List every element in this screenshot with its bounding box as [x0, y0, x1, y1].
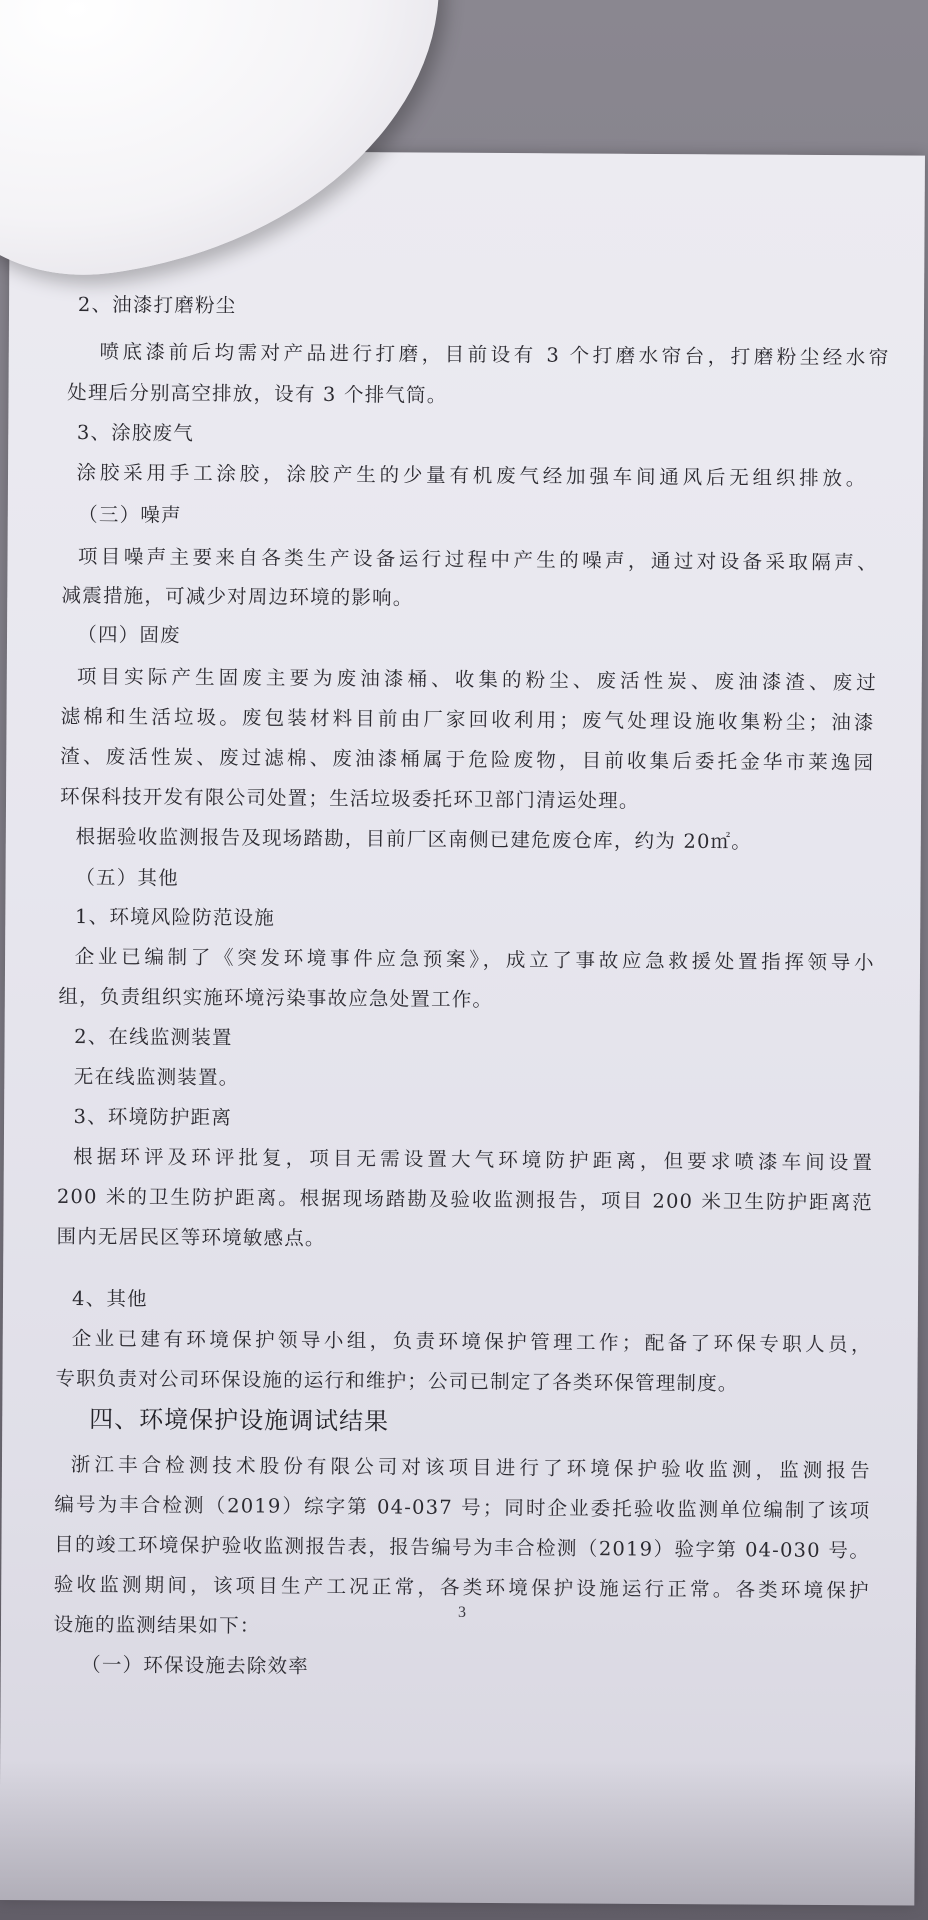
- paragraph-line: 200 米的卫生防护距离。根据现场踏勘及验收监测报告，项目 200 米卫生防护距离范: [56, 1184, 873, 1215]
- paragraph-line: 根据验收监测报告及现场踏勘，目前厂区南侧已建危废仓库，约为 20㎡。: [75, 824, 753, 854]
- paragraph-line: 处理后分别高空排放，设有 3 个排气筒。: [67, 380, 448, 407]
- paragraph-line: 设施的监测结果如下：: [53, 1612, 261, 1638]
- heading-protection-distance: 3、环境防护距离: [73, 1104, 233, 1130]
- heading-glue-exhaust: 3、涂胶废气: [76, 420, 195, 445]
- paragraph-line: 项目噪声主要来自各类生产设备运行过程中产生的噪声，通过对设备采取隔声、: [77, 545, 878, 575]
- paragraph-line: 组，负责组织实施环境污染事故应急处置工作。: [58, 984, 494, 1012]
- section-title-debug-results: 四、环境保护设施调试结果: [89, 1405, 390, 1436]
- paragraph-line: 涂胶采用手工涂胶，涂胶产生的少量有机废气经加强车间通风后无组织排放。: [76, 460, 867, 491]
- paragraph-line: 项目实际产生固废主要为废油漆桶、收集的粉尘、废活性炭、废油漆渣、废过: [76, 665, 878, 695]
- paragraph-line: 环保科技开发有限公司处置；生活垃圾委托环卫部门清运处理。: [59, 784, 640, 813]
- bottom-shadow: [0, 1760, 928, 1920]
- paragraph-line: 围内无居民区等环境敏感点。: [56, 1224, 326, 1250]
- paragraph-line: 喷底漆前后均需对产品进行打磨，目前设有 3 个打磨水帘台，打磨粉尘经水帘: [99, 340, 890, 370]
- heading-risk-prevention: 1、环境风险防范设施: [74, 904, 276, 930]
- page-number: 3: [458, 1604, 466, 1621]
- heading-removal-efficiency: （一）环保设施去除效率: [81, 1653, 309, 1678]
- paragraph-line: 企业已建有环境保护领导小组，负责环境保护管理工作；配备了环保专职人员，: [71, 1326, 872, 1357]
- paragraph-line: 编号为丰合检测（2019）综字第 04-037 号；同时企业委托验收监测单位编制了该项: [54, 1492, 871, 1523]
- paragraph-line: 目的竣工环境保护验收监测报告表，报告编号为丰合检测（2019）验字第 04-030 号。: [54, 1532, 871, 1563]
- heading-other-4: 4、其他: [71, 1286, 148, 1311]
- heading-solid-waste: （四）固废: [77, 623, 181, 647]
- heading-paint-grinding-dust: 2、油漆打磨粉尘: [77, 292, 237, 318]
- paragraph-line: 渣、废活性炭、废过滤棉、废油漆桶属于危险废物，目前收集后委托金华市莱逸园: [60, 744, 875, 775]
- paragraph-line: 根据环评及环评批复，项目无需设置大气环境防护距离，但要求喷漆车间设置: [73, 1144, 874, 1175]
- paragraph-line: 无在线监测装置。: [73, 1064, 240, 1090]
- paragraph-line: 企业已编制了《突发环境事件应急预案》，成立了事故应急救援处置指挥领导小: [74, 944, 875, 975]
- paragraph-line: 浙江丰合检测技术股份有限公司对该项目进行了环境保护验收监测，监测报告: [70, 1452, 871, 1483]
- paragraph-line: 滤棉和生活垃圾。废包装材料目前由厂家回收利用；废气处理设施收集粉尘；油漆: [60, 704, 875, 735]
- paragraph-line: 验收监测期间，该项目生产工况正常，各类环境保护设施运行正常。各类环境保护: [53, 1572, 870, 1603]
- paragraph-line: 专职负责对公司环保设施的运行和维护；公司已制定了各类环保管理制度。: [55, 1366, 739, 1396]
- paragraph-line: 减震措施，可减少对周边环境的影响。: [61, 583, 414, 610]
- heading-online-monitoring: 2、在线监测装置: [74, 1024, 233, 1050]
- heading-other: （五）其他: [75, 865, 179, 890]
- heading-noise: （三）噪声: [78, 503, 182, 527]
